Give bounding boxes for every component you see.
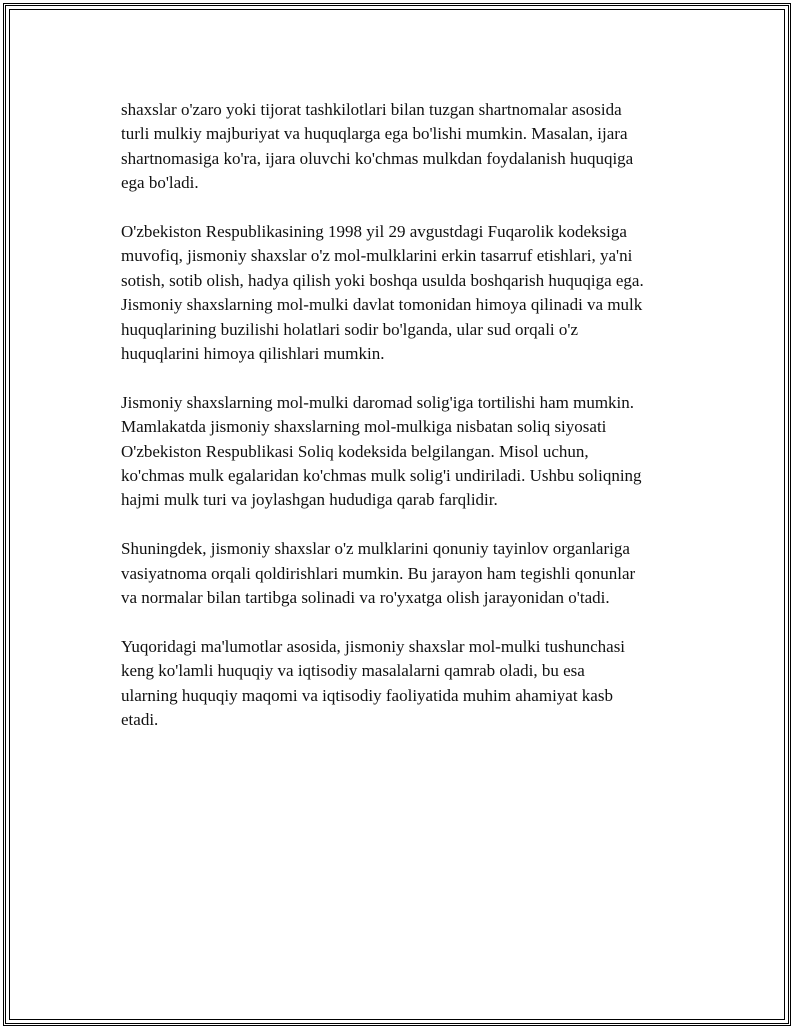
paragraph: shaxslar o'zaro yoki tijorat tashkilotlari bilan tuzgan shartnomalar asosida turli mulkiy majburiyat va huquqlarga ega bo'lishi mumkin. Masalan, ijara shartnomasiga ko'ra, ijara oluvchi ko'chmas mulkdan foydalanish huquqiga ega bo'ladi. (121, 100, 634, 193)
paragraph: Jismoniy shaxslarning mol-mulki daromad solig'iga tortilishi ham mumkin. Mamlakatda jismoniy shaxslarning mol-mulkiga nisbatan soliq siyosati O'zbekiston Respublikasi Soliq kodeksida belgilangan. Misol uchun, ko'chmas mulk egalaridan ko'chmas mulk solig'i undiriladi. Ushbu soliqning hajmi mulk turi va joylashgan hududiga qarab farqlidir. (121, 392, 642, 510)
paragraph: Shuningdek, jismoniy shaxslar o'z mulklarini qonuniy tayinlov organlariga vasiyatnoma orqali qoldirishlari mumkin. Bu jarayon ham tegishli qonunlar va normalar bilan tartibga solinadi va ro'yxatga olish jarayonidan o'tadi. (121, 539, 636, 608)
document-body (121, 98, 691, 757)
document-page (3, 3, 791, 1026)
paragraph: O'zbekiston Respublikasining 1998 yil 29 avgustdagi Fuqarolik kodeksiga muvofiq, jismoniy shaxslar o'z mol-mulklarini erkin tasarruf etishlari, ya'ni sotish, sotib olish, hadya qilish yoki boshqa usulda boshqarish huquqiga ega. Jismoniy shaxslarning mol-mulki davlat tomonidan himoya qilinadi va mulk huquqlarining buzilishi holatlari sodir bo'lganda, ular sud orqali o'z huquqlarini himoya qilishlari mumkin. (121, 222, 644, 364)
paragraph: Yuqoridagi ma'lumotlar asosida, jismoniy shaxslar mol-mulki tushunchasi keng ko'lamli huquqiy va iqtisodiy masalalarni qamrab oladi, bu esa ularning huquqiy maqomi va iqtisodiy faoliyatida muhim ahamiyat kasb etadi. (121, 636, 626, 730)
